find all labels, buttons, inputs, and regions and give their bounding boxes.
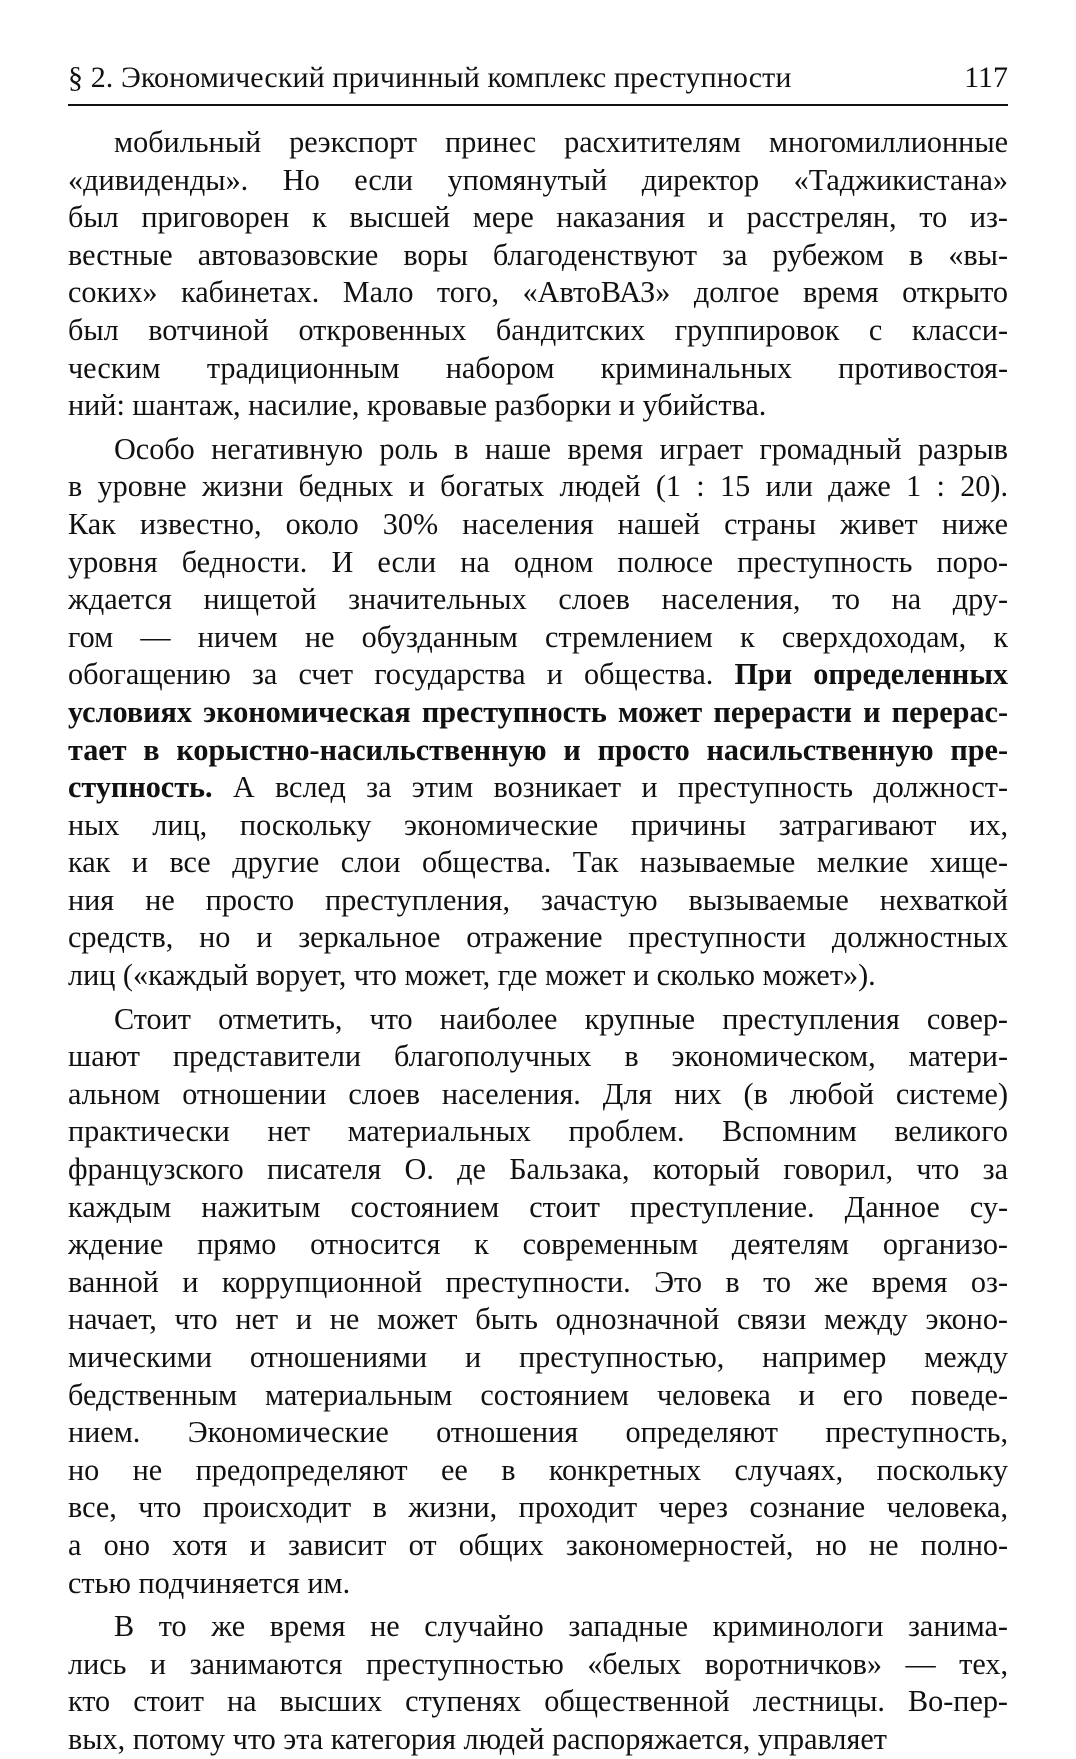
text-run: обогащению за счет государства и общества. <box>68 657 735 692</box>
text-run: ждается нищетой значительных слоев населения, то на дру- <box>68 582 1008 617</box>
text-run: а оно хотя и зависит от общих закономерностей, но не полно- <box>68 1527 1008 1562</box>
page-number: 117 <box>964 61 1008 94</box>
text-run: был приговорен к высшей мере наказания и расстрелян, то из- <box>68 200 1008 235</box>
text-run: практически нет материальных проблем. Вспомним великого <box>68 1114 1008 1149</box>
text-line <box>68 544 1008 582</box>
text-run: бедственным материальным состоянием человека и его поведе- <box>68 1377 1008 1412</box>
text-run: каждым нажитым состоянием стоит преступление. Данное су- <box>68 1189 1008 1224</box>
text-run: мическими отношениями и преступностью, например между <box>68 1340 1008 1374</box>
text-run: французского писателя О. де Бальзака, который говорил, что за <box>68 1152 1008 1187</box>
text-run: нием. Экономические отношения определяют преступность, <box>68 1415 1008 1450</box>
text-line <box>68 387 1008 425</box>
bold-run: При определенных <box>734 657 1008 692</box>
text-line <box>68 1001 1008 1039</box>
text-line <box>68 694 1008 732</box>
paragraph <box>68 124 1008 425</box>
text-run: ний: шантаж, насилие, кровавые разборки и убийства. <box>68 388 767 423</box>
text-line <box>68 1301 1008 1339</box>
text-run: ческим традиционным набором криминальных противостоя- <box>68 350 1008 385</box>
text-line <box>68 1038 1008 1076</box>
text-line <box>68 1489 1008 1527</box>
text-line <box>68 807 1008 845</box>
text-line <box>68 1452 1008 1490</box>
text-line <box>68 1565 1008 1603</box>
text-line <box>68 769 1008 807</box>
text-line <box>68 124 1008 162</box>
text-line <box>68 506 1008 544</box>
text-run: как и все другие слои общества. Так называемые мелкие хище- <box>68 845 1008 880</box>
text-line <box>68 1683 1008 1721</box>
text-run: Стоит отметить, что наиболее крупные преступления совер- <box>114 1001 1008 1036</box>
text-run: ния не просто преступления, зачастую вызываемые нехваткой <box>68 882 1008 917</box>
text-line <box>68 1377 1008 1415</box>
text-run: был вотчиной откровенных бандитских группировок с класси- <box>68 312 1008 347</box>
text-run: начает, что нет и не может быть однозначной связи между эконо- <box>68 1302 1008 1337</box>
text-line <box>68 656 1008 694</box>
text-run: вестные автовазовские воры благоденствуют за рубежом в «вы- <box>68 237 1008 272</box>
text-line <box>68 312 1008 350</box>
text-line <box>68 468 1008 506</box>
text-run: альном отношении слоев населения. Для них (в любой системе) <box>68 1076 1008 1111</box>
text-line <box>68 1151 1008 1189</box>
text-line <box>68 1608 1008 1646</box>
text-run: В то же время не случайно западные криминологи занима- <box>114 1609 1008 1644</box>
text-run: вых, потому что эта категория людей распоряжается, управляет <box>68 1721 887 1756</box>
text-run: «дивиденды». Но если упомянутый директор «Таджикистана» <box>68 162 1008 197</box>
text-line <box>68 274 1008 312</box>
text-line <box>68 237 1008 275</box>
text-line <box>68 619 1008 657</box>
text-run: уровня бедности. И если на одном полюсе преступность поро- <box>68 544 1008 579</box>
bold-run: тает в корыстно-насильственную и просто насильственную пре- <box>68 732 1008 767</box>
text-run: А вслед за этим возникает и преступность должност- <box>212 770 1008 805</box>
text-line <box>68 431 1008 469</box>
body-text <box>68 124 1008 1759</box>
text-run: ванной и коррупционной преступности. Это в то же время оз- <box>68 1264 1008 1299</box>
text-line <box>68 1646 1008 1684</box>
text-line <box>68 1721 1008 1759</box>
text-run: лиц («каждый ворует, что может, где может и сколько может»). <box>68 958 876 993</box>
text-run: в уровне жизни бедных и богатых людей (1 : 15 или даже 1 : 20). <box>68 469 1008 504</box>
book-page <box>68 60 1008 1759</box>
text-line <box>68 1264 1008 1302</box>
text-run: все, что происходит в жизни, проходит через сознание человека, <box>68 1490 1008 1525</box>
text-run: гом — ничем не обузданным стремлением к сверхдоходам, к <box>68 619 1008 654</box>
text-line <box>68 919 1008 957</box>
text-run: но не предопределяют ее в конкретных случаях, поскольку <box>68 1452 1008 1487</box>
text-run: лись и занимаются преступностью «белых воротничков» — тех, <box>68 1646 1008 1681</box>
text-line <box>68 844 1008 882</box>
bold-run: условиях экономическая преступность может перерасти и перерас- <box>68 694 1008 729</box>
text-line <box>68 957 1008 995</box>
text-line <box>68 581 1008 619</box>
text-run: соких» кабинетах. Мало того, «АвтоВАЗ» долгое время открыто <box>68 275 1008 310</box>
text-line <box>68 1339 1008 1377</box>
text-line <box>68 1414 1008 1452</box>
text-line <box>68 732 1008 770</box>
text-run: Особо негативную роль в наше время играет громадный разрыв <box>114 431 1008 466</box>
text-run: ждение прямо относится к современным деятелям организо- <box>68 1227 1008 1262</box>
text-line <box>68 162 1008 200</box>
text-line <box>68 882 1008 920</box>
running-header <box>68 60 1008 106</box>
text-line <box>68 1113 1008 1151</box>
text-run: кто стоит на высших ступенях общественной лестницы. Во-пер- <box>68 1684 1008 1719</box>
text-run: ных лиц, поскольку экономические причины затрагивают их, <box>68 807 1008 842</box>
text-run: мобильный реэкспорт принес расхитителям многомиллионные <box>114 125 1008 159</box>
text-line <box>68 1189 1008 1227</box>
text-line <box>68 199 1008 237</box>
bold-run: ступность. <box>68 770 213 805</box>
text-run: средств, но и зеркальное отражение преступности должностных <box>68 920 1008 955</box>
text-run: шают представители благополучных в экономическом, матери- <box>68 1039 1008 1074</box>
paragraph <box>68 1001 1008 1603</box>
text-line <box>68 350 1008 388</box>
section-title: § 2. Экономический причинный комплекс преступности <box>68 61 792 94</box>
text-run: Как известно, около 30% населения нашей страны живет ниже <box>68 506 1008 541</box>
text-line <box>68 1527 1008 1565</box>
text-line <box>68 1226 1008 1264</box>
text-line <box>68 1076 1008 1114</box>
paragraph <box>68 1608 1008 1758</box>
text-run: стью подчиняется им. <box>68 1565 351 1600</box>
paragraph <box>68 431 1008 995</box>
